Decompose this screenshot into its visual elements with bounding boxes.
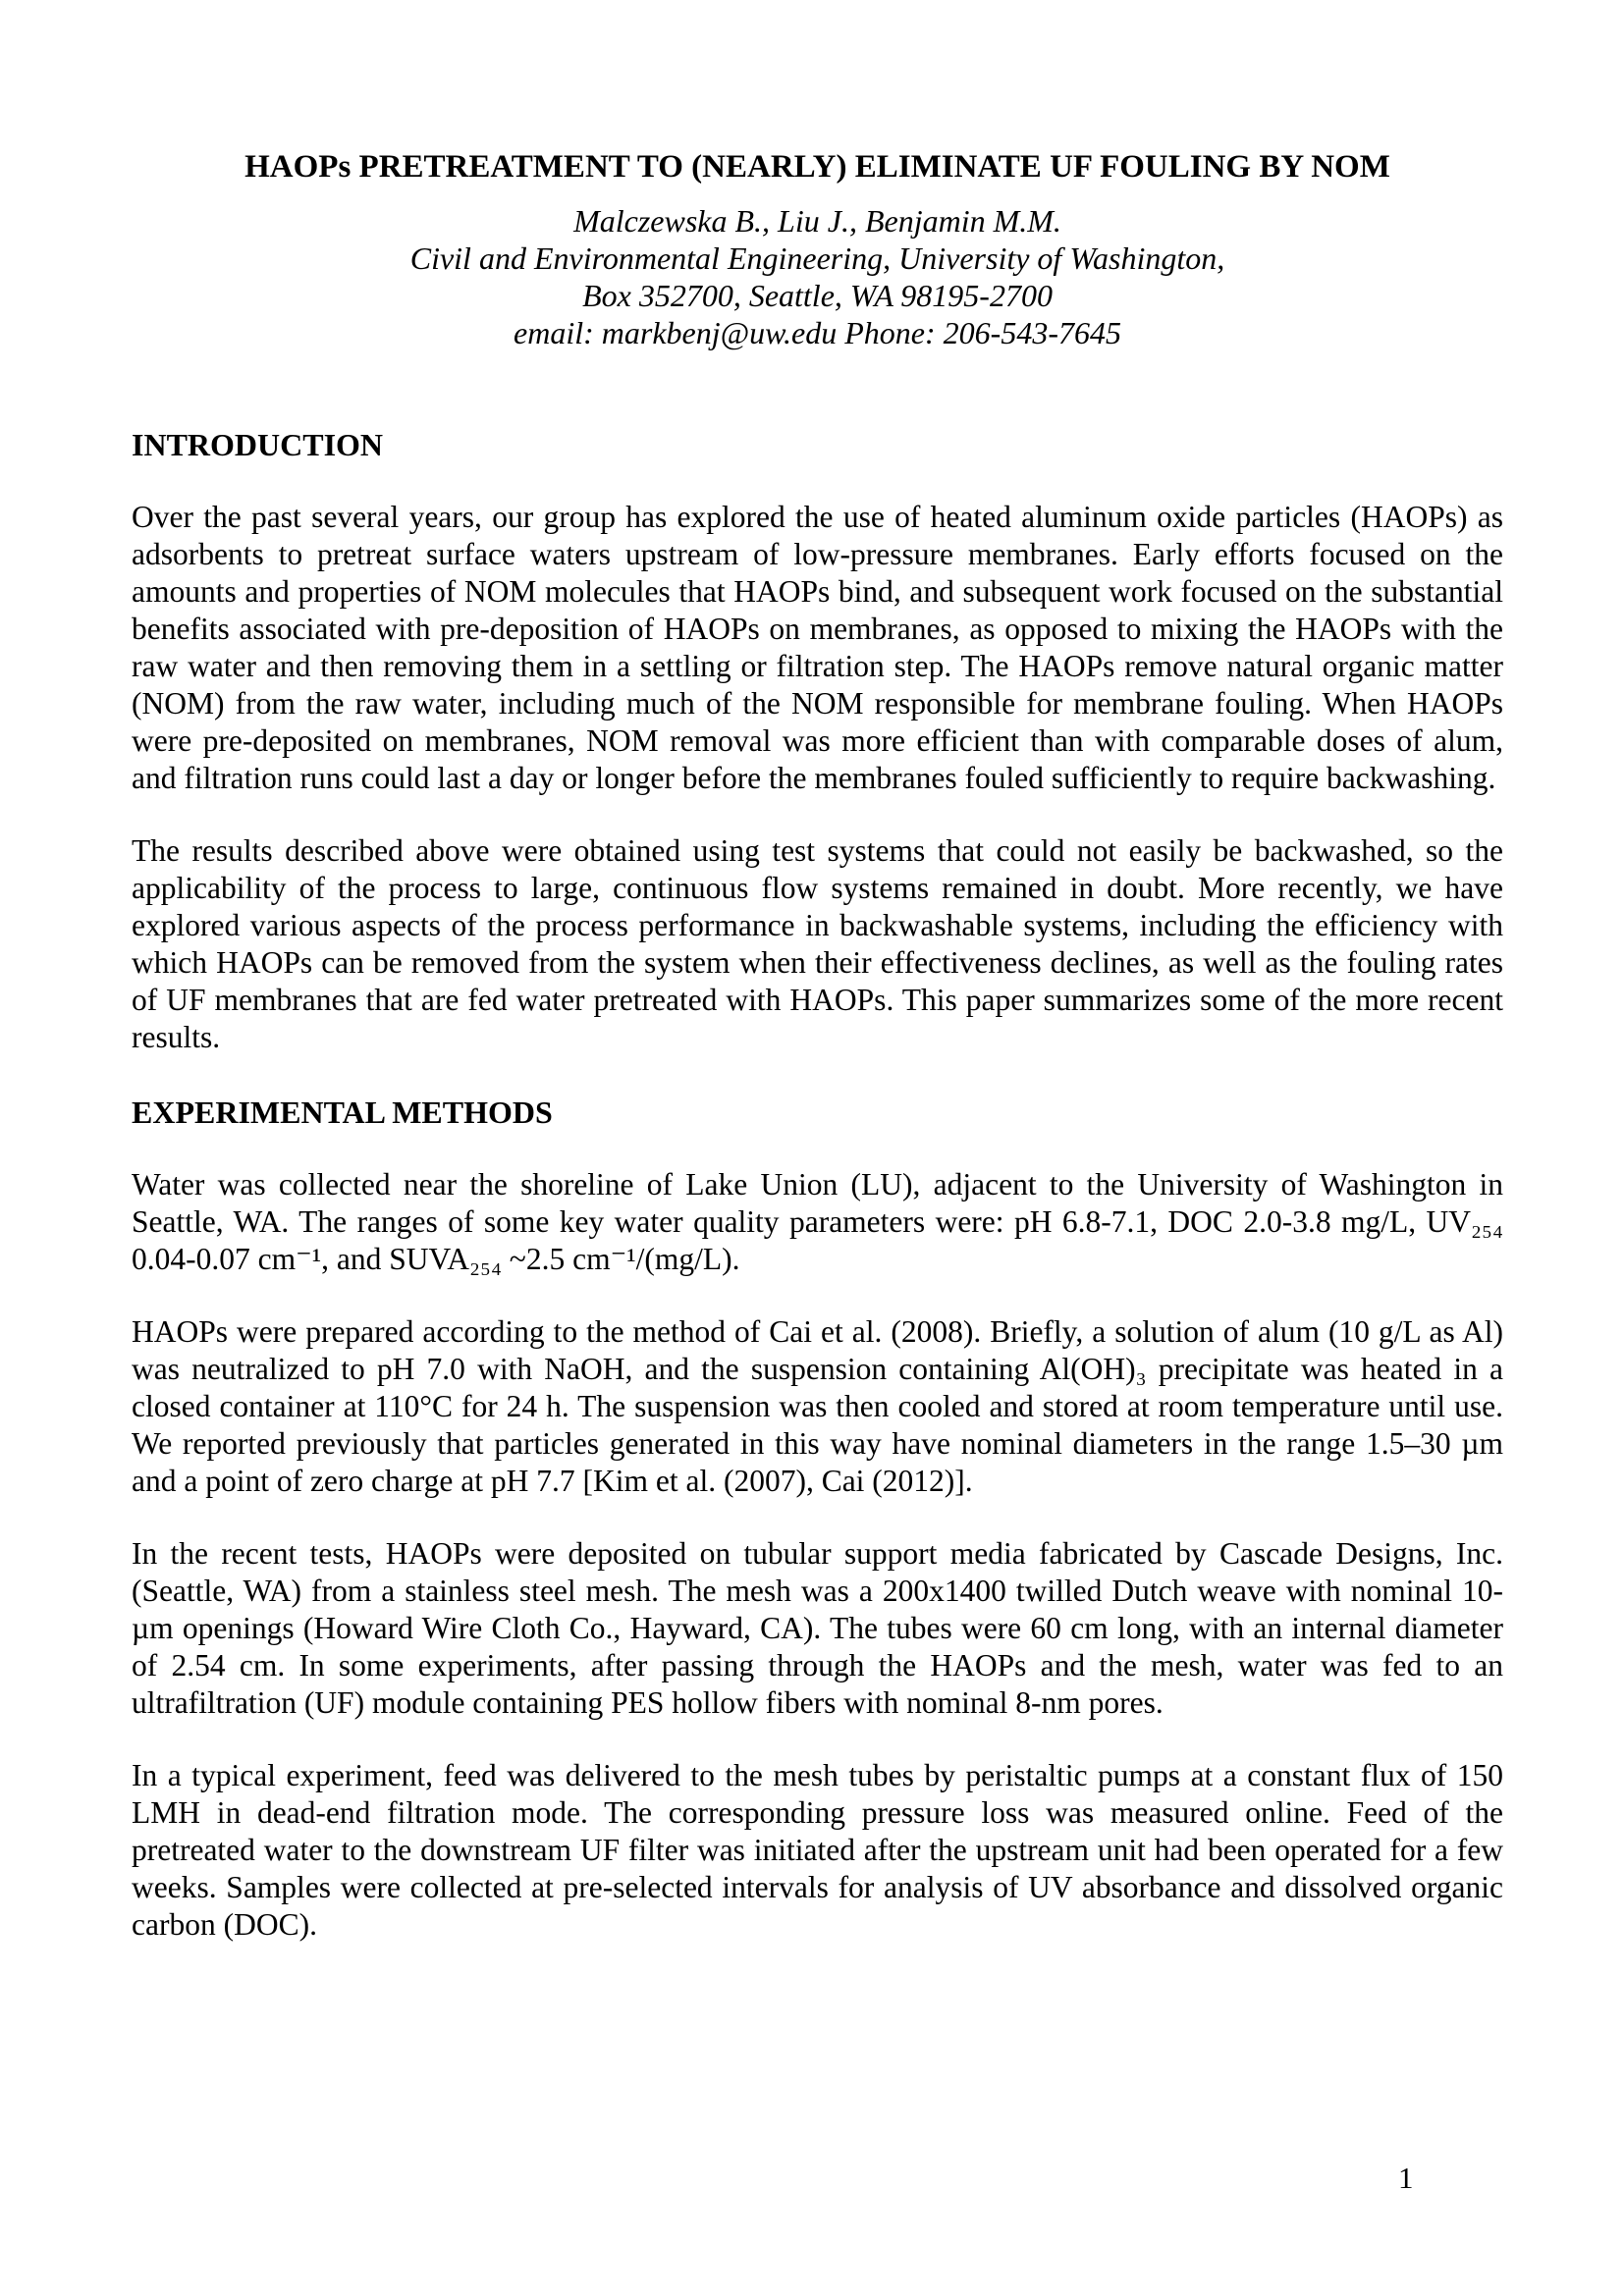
contact-line: email: markbenj@uw.edu Phone: 206-543-7645 [514,315,1121,350]
paragraph-methods-4: In a typical experiment, feed was delivered to the mesh tubes by peristaltic pumps at a constant flux of 150 LMH in dead-end filtration mode. The corresponding pressure loss was measured online. Feed of the pretreated water to the downstream UF filter was initiated after the upstream unit had been operated for a few weeks. Samples were collected at pre-selected intervals for analysis of UV absorbance and dissolved organic carbon (DOC). [132,1758,1503,1942]
affiliation-line: Civil and Environmental Engineering, University of Washington, [409,240,1225,276]
page-number: 1 [1398,2161,1414,2195]
section-heading-introduction: INTRODUCTION [132,427,384,462]
address-line: Box 352700, Seattle, WA 98195-2700 [582,278,1053,313]
paragraph-methods-1: Water was collected near the shoreline of Lake Union (LU), adjacent to the University of Washington in Seattle, WA. The ranges of some key water quality parameters were: pH 6.8-7.1, DOC 2.0-3.8 mg/L, UV₂₅₄ 0.04-0.07 cm⁻¹, and SUVA₂₅₄ ~2.5 cm⁻¹/(mg/L). [132,1167,1503,1276]
authors-line: Malczewska B., Liu J., Benjamin M.M. [573,203,1061,239]
section-heading-experimental-methods: EXPERIMENTAL METHODS [132,1095,553,1130]
paragraph-intro-2: The results described above were obtained using test systems that could not easily be backwashed, so the applicability of the process to large, continuous flow systems remained in doubt. More recently, we have explored various aspects of the process performance in backwashable systems, including the efficiency with which HAOPs can be removed from the system when their effectiveness declines, as well as the fouling rates of UF membranes that are fed water pretreated with HAOPs. This paper summarizes some of the more recent results. [132,833,1503,1054]
paragraph-intro-1: Over the past several years, our group has explored the use of heated aluminum oxide particles (HAOPs) as adsorbents to pretreat surface waters upstream of low-pressure membranes. Early efforts focused on the amounts and properties of NOM molecules that HAOPs bind, and subsequent work focused on the substantial benefits associated with pre-deposition of HAOPs on membranes, as opposed to mixing the HAOPs with the raw water and then removing them in a settling or filtration step. The HAOPs remove natural organic matter (NOM) from the raw water, including much of the NOM responsible for membrane fouling. When HAOPs were pre-deposited on membranes, NOM removal was more efficient than with comparable doses of alum, and filtration runs could last a day or longer before the membranes fouled sufficiently to require backwashing. [132,500,1503,795]
paper-title: HAOPs PRETREATMENT TO (NEARLY) ELIMINATE UF FOULING BY NOM [244,149,1390,185]
page-content [132,0,1503,1944]
paragraph-methods-2: HAOPs were prepared according to the method of Cai et al. (2008). Briefly, a solution of alum (10 g/L as Al) was neutralized to pH 7.0 with NaOH, and the suspension containing Al(OH)₃ precipitate was heated in a closed container at 110°C for 24 h. The suspension was then cooled and stored at room temperature until use. We reported previously that particles generated in this way have nominal diameters in the range 1.5–30 µm and a point of zero charge at pH 7.7 [Kim et al. (2007), Cai (2012)]. [132,1314,1503,1498]
paragraph-methods-3: In the recent tests, HAOPs were deposited on tubular support media fabricated by Cascade Designs, Inc. (Seattle, WA) from a stainless steel mesh. The mesh was a 200x1400 twilled Dutch weave with nominal 10-µm openings (Howard Wire Cloth Co., Hayward, CA). The tubes were 60 cm long, with an internal diameter of 2.54 cm. In some experiments, after passing through the HAOPs and the mesh, water was fed to an ultrafiltration (UF) module containing PES hollow fibers with nominal 8-nm pores. [132,1536,1503,1720]
